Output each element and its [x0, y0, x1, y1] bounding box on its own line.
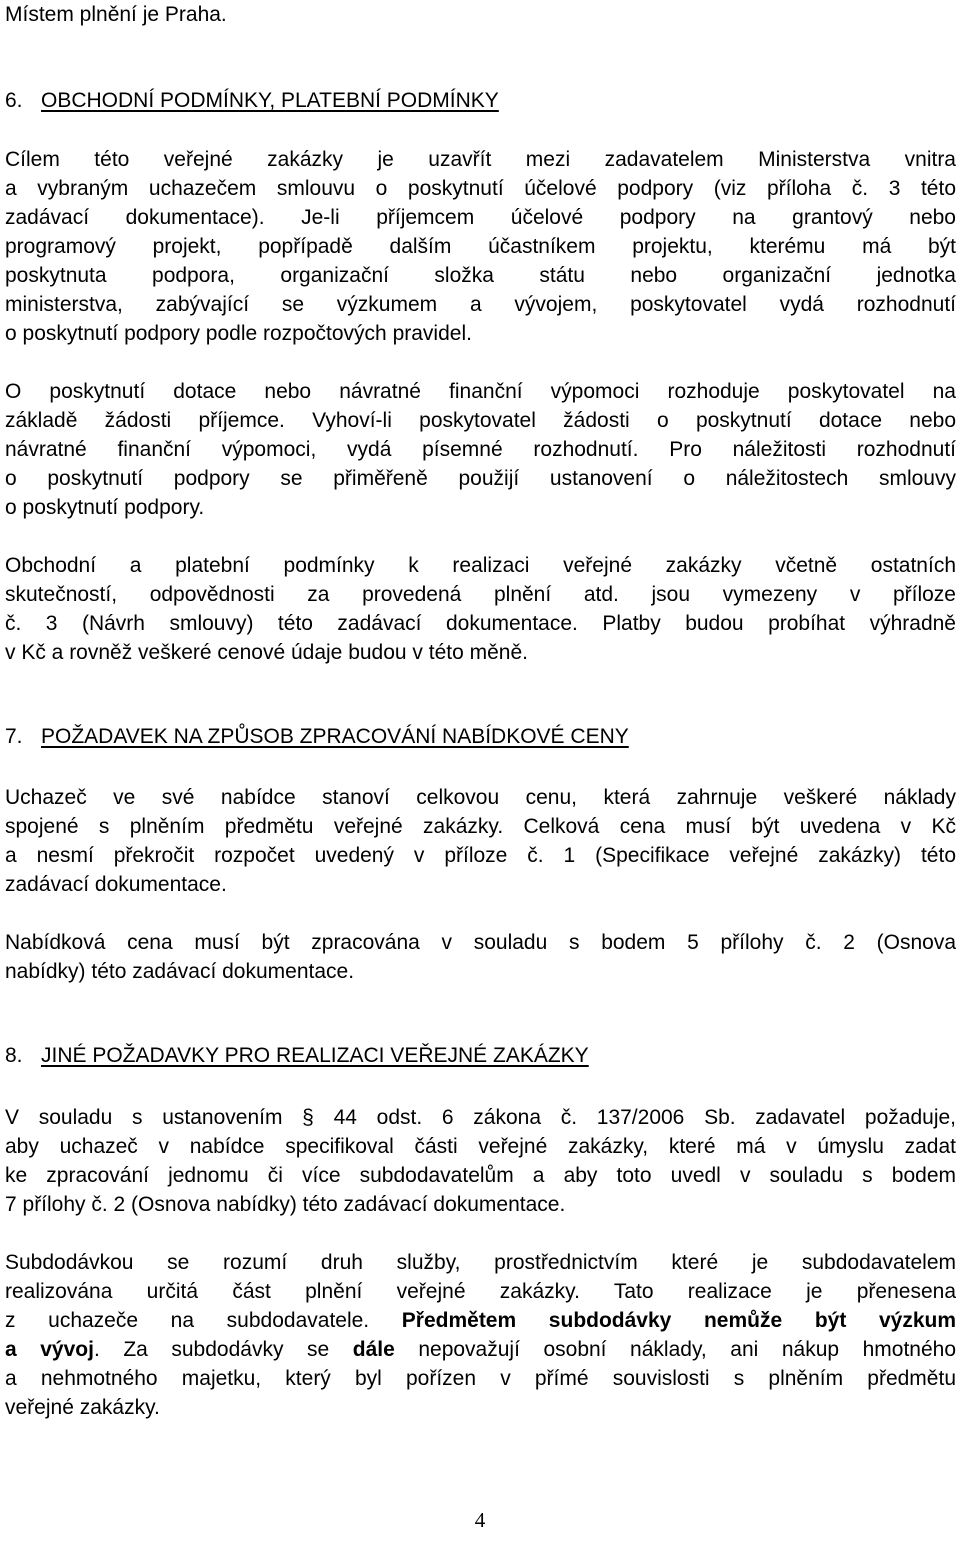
- text-line: o poskytnutí podpory.: [5, 496, 205, 519]
- text-line: Cílem této veřejné zakázky je uzavřít mezi zadavatelem Ministerstva vnitra: [5, 148, 956, 171]
- section-8-number: 8.: [5, 1044, 23, 1067]
- text-line: spojené s plněním předmětu veřejné zakázky. Celková cena musí být uvedena v Kč: [5, 815, 956, 838]
- text-line: poskytnuta podpora, organizační složka státu nebo organizační jednotka: [5, 264, 956, 287]
- text-line: v Kč a rovněž veškeré cenové údaje budou v této měně.: [5, 641, 528, 664]
- text-line: Nabídková cena musí být zpracována v souladu s bodem 5 přílohy č. 2 (Osnova: [5, 931, 956, 954]
- bold-text-run: a vývoj: [5, 1338, 94, 1361]
- text-line: Obchodní a platební podmínky k realizaci veřejné zakázky včetně ostatních: [5, 554, 956, 577]
- text-run: z uchazeče na subdodavatele.: [5, 1309, 402, 1332]
- text-line: programový projekt, popřípadě dalším účastníkem projektu, kterému má být: [5, 235, 956, 258]
- text-line: V souladu s ustanovením § 44 odst. 6 zákona č. 137/2006 Sb. zadavatel požaduje,: [5, 1106, 956, 1129]
- text-line: aby uchazeč v nabídce specifikoval části veřejné zakázky, které má v úmyslu zadat: [5, 1135, 956, 1158]
- section-7-number: 7.: [5, 725, 23, 748]
- text-line: ministerstva, zabývající se výzkumem a vývojem, poskytovatel vydá rozhodnutí: [5, 293, 956, 316]
- bold-text-run: dále: [352, 1338, 395, 1361]
- section-7-heading: [5, 722, 629, 751]
- section-8-heading: [5, 1041, 589, 1070]
- text-line: a vybraným uchazečem smlouvu o poskytnutí účelové podpory (viz příloha č. 3 této: [5, 177, 956, 200]
- intro-line: Místem plnění je Praha.: [5, 3, 227, 26]
- text-run: . Za subdodávky se: [93, 1338, 353, 1361]
- text-line: 7 přílohy č. 2 (Osnova nabídky) této zadávací dokumentace.: [5, 1193, 566, 1216]
- text-line: č. 3 (Návrh smlouvy) této zadávací dokumentace. Platby budou probíhat výhradně: [5, 612, 956, 635]
- section-6-title: OBCHODNÍ PODMÍNKY, PLATEBNÍ PODMÍNKY: [41, 89, 499, 112]
- page-number: 4: [474, 1508, 486, 1532]
- text-run: nepovažují osobní náklady, ani nákup hmotného: [394, 1338, 956, 1361]
- text-line: nabídky) této zadávací dokumentace.: [5, 960, 355, 983]
- text-line: a nehmotného majetku, který byl pořízen v přímé souvislosti s plněním předmětu: [5, 1367, 956, 1390]
- text-line: o poskytnutí podpory se přiměřeně použijí ustanovení o náležitostech smlouvy: [5, 467, 956, 490]
- text-line: zadávací dokumentace.: [5, 873, 227, 896]
- section-8-title: JINÉ POŽADAVKY PRO REALIZACI VEŘEJNÉ ZAKÁZKY: [41, 1044, 589, 1067]
- text-line: veřejné zakázky.: [5, 1396, 160, 1419]
- text-line: o poskytnutí podpory podle rozpočtových pravidel.: [5, 322, 472, 345]
- text-line: skutečností, odpovědnosti za provedená plnění atd. jsou vymezeny v příloze: [5, 583, 956, 606]
- text-line: realizována určitá část plnění veřejné zakázky. Tato realizace je přenesena: [5, 1280, 956, 1303]
- text-line: [5, 1306, 956, 1335]
- section-6-number: 6.: [5, 89, 23, 112]
- text-line: a nesmí překročit rozpočet uvedený v příloze č. 1 (Specifikace veřejné zakázky) této: [5, 844, 956, 867]
- section-7-title: POŽADAVEK NA ZPŮSOB ZPRACOVÁNÍ NABÍDKOVÉ CENY: [41, 725, 629, 748]
- section-6-heading: [5, 86, 499, 115]
- bold-text-run: Předmětem subdodávky nemůže být výzkum: [401, 1309, 956, 1332]
- text-line: O poskytnutí dotace nebo návratné finanční výpomoci rozhoduje poskytovatel na: [5, 380, 956, 403]
- text-line: Subdodávkou se rozumí druh služby, prostřednictvím které je subdodavatelem: [5, 1251, 956, 1274]
- text-line: Uchazeč ve své nabídce stanoví celkovou cenu, která zahrnuje veškeré náklady: [5, 786, 956, 809]
- text-line: základě žádosti příjemce. Vyhoví-li poskytovatel žádosti o poskytnutí dotace nebo: [5, 409, 956, 432]
- text-line: zadávací dokumentace). Je-li příjemcem účelové podpory na grantový nebo: [5, 206, 956, 229]
- text-line: [5, 1335, 956, 1364]
- text-line: ke zpracování jednomu či více subdodavatelům a aby toto uvedl v souladu s bodem: [5, 1164, 956, 1187]
- text-line: návratné finanční výpomoci, vydá písemné rozhodnutí. Pro náležitosti rozhodnutí: [5, 438, 956, 461]
